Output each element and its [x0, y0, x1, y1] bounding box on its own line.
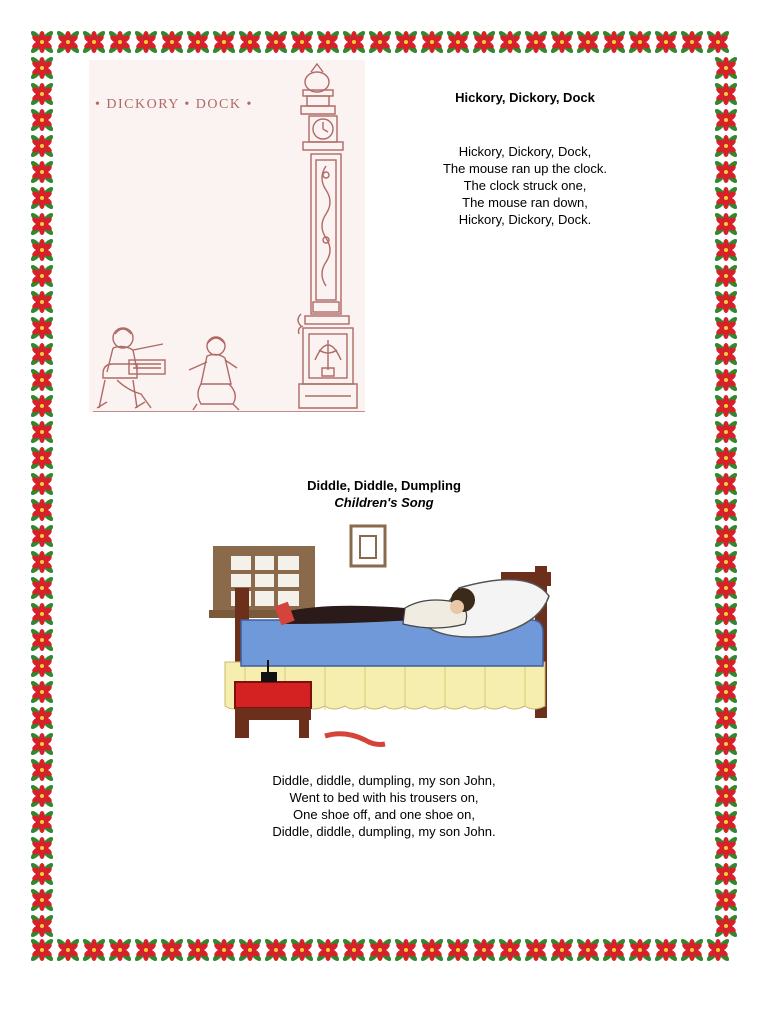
poinsettia-icon: [549, 29, 574, 54]
poinsettia-icon: [367, 29, 392, 54]
poinsettia-icon: [393, 29, 418, 54]
poinsettia-icon: [713, 601, 738, 626]
poinsettia-icon: [29, 471, 54, 496]
poinsettia-icon: [713, 575, 738, 600]
poem-line: The clock struck one,: [463, 178, 587, 193]
poinsettia-icon: [679, 29, 704, 54]
poinsettia-icon: [713, 341, 738, 366]
poinsettia-icon: [713, 445, 738, 470]
poinsettia-icon: [713, 497, 738, 522]
poinsettia-icon: [211, 29, 236, 54]
poinsettia-icon: [713, 679, 738, 704]
poinsettia-icon: [679, 937, 704, 962]
poinsettia-icon: [29, 185, 54, 210]
poinsettia-icon: [713, 653, 738, 678]
poinsettia-icon: [523, 29, 548, 54]
poinsettia-icon: [263, 29, 288, 54]
poinsettia-icon: [263, 937, 288, 962]
poinsettia-icon: [713, 861, 738, 886]
poinsettia-icon: [713, 81, 738, 106]
poem-title: Diddle, Diddle, Dumpling: [307, 478, 461, 493]
poinsettia-icon: [29, 159, 54, 184]
poinsettia-icon: [29, 289, 54, 314]
illustration-caption: • DICKORY • DOCK •: [95, 97, 253, 112]
poem-title: Hickory, Dickory, Dock: [455, 90, 595, 105]
poinsettia-icon: [601, 29, 626, 54]
poem-line: Went to bed with his trousers on,: [289, 790, 479, 805]
poinsettia-icon: [29, 393, 54, 418]
poinsettia-icon: [713, 237, 738, 262]
poinsettia-icon: [627, 937, 652, 962]
poinsettia-icon: [523, 937, 548, 962]
poinsettia-icon: [315, 937, 340, 962]
poinsettia-icon: [185, 937, 210, 962]
poinsettia-icon: [713, 263, 738, 288]
poinsettia-icon: [29, 679, 54, 704]
poinsettia-icon: [713, 367, 738, 392]
poinsettia-icon: [237, 29, 262, 54]
poem-line: The mouse ran down,: [462, 195, 588, 210]
poinsettia-icon: [29, 341, 54, 366]
poinsettia-icon: [471, 29, 496, 54]
poinsettia-icon: [29, 627, 54, 652]
poinsettia-icon: [393, 937, 418, 962]
poinsettia-icon: [29, 81, 54, 106]
poinsettia-icon: [705, 29, 730, 54]
poinsettia-icon: [575, 937, 600, 962]
poinsettia-icon: [133, 937, 158, 962]
poinsettia-icon: [107, 29, 132, 54]
poinsettia-icon: [713, 211, 738, 236]
poinsettia-icon: [159, 29, 184, 54]
poinsettia-icon: [29, 861, 54, 886]
poinsettia-icon: [289, 29, 314, 54]
poinsettia-icon: [81, 937, 106, 962]
poinsettia-icon: [341, 937, 366, 962]
poinsettia-icon: [713, 757, 738, 782]
poinsettia-icon: [185, 29, 210, 54]
poinsettia-icon: [713, 913, 738, 938]
poinsettia-icon: [133, 29, 158, 54]
poinsettia-icon: [713, 887, 738, 912]
poinsettia-icon: [713, 289, 738, 314]
poinsettia-icon: [29, 29, 54, 54]
poinsettia-icon: [713, 133, 738, 158]
poinsettia-icon: [713, 549, 738, 574]
poinsettia-icon: [29, 705, 54, 730]
poem-subtitle: Children's Song: [334, 495, 434, 510]
poinsettia-icon: [713, 185, 738, 210]
poinsettia-icon: [29, 937, 54, 962]
poinsettia-icon: [29, 237, 54, 262]
poem-line: One shoe off, and one shoe on,: [293, 807, 475, 822]
poinsettia-icon: [107, 937, 132, 962]
poinsettia-icon: [29, 55, 54, 80]
hickory-dickory-illustration: [89, 60, 365, 412]
poinsettia-icon: [81, 29, 106, 54]
poinsettia-icon: [705, 937, 730, 962]
poinsettia-icon: [713, 159, 738, 184]
poinsettia-icon: [713, 315, 738, 340]
poinsettia-icon: [29, 887, 54, 912]
poem-line: Diddle, diddle, dumpling, my son John,: [272, 773, 496, 788]
poinsettia-icon: [29, 497, 54, 522]
poinsettia-icon: [713, 809, 738, 834]
poem-line: Hickory, Dickory, Dock,: [458, 144, 592, 159]
poinsettia-icon: [497, 937, 522, 962]
poinsettia-icon: [549, 937, 574, 962]
poinsettia-icon: [445, 937, 470, 962]
poinsettia-icon: [713, 835, 738, 860]
poinsettia-icon: [55, 937, 80, 962]
poinsettia-icon: [237, 937, 262, 962]
poinsettia-icon: [29, 445, 54, 470]
poinsettia-icon: [367, 937, 392, 962]
poinsettia-icon: [653, 29, 678, 54]
poinsettia-icon: [29, 835, 54, 860]
poinsettia-icon: [315, 29, 340, 54]
poinsettia-icon: [29, 523, 54, 548]
poinsettia-icon: [29, 549, 54, 574]
poinsettia-icon: [713, 393, 738, 418]
poinsettia-icon: [29, 913, 54, 938]
poem-body: [234, 772, 534, 840]
poinsettia-icon: [29, 263, 54, 288]
poinsettia-icon: [55, 29, 80, 54]
poinsettia-icon: [29, 211, 54, 236]
poinsettia-icon: [713, 523, 738, 548]
poinsettia-icon: [497, 29, 522, 54]
poinsettia-icon: [713, 705, 738, 730]
poinsettia-icon: [29, 731, 54, 756]
poinsettia-icon: [601, 937, 626, 962]
poinsettia-icon: [419, 937, 444, 962]
poem-body: [405, 143, 645, 228]
poinsettia-icon: [29, 107, 54, 132]
poinsettia-icon: [713, 627, 738, 652]
poinsettia-icon: [159, 937, 184, 962]
poinsettia-icon: [713, 419, 738, 444]
poem-line: Diddle, diddle, dumpling, my son John.: [272, 824, 496, 839]
poinsettia-icon: [627, 29, 652, 54]
poinsettia-icon: [653, 937, 678, 962]
poinsettia-icon: [713, 783, 738, 808]
poinsettia-icon: [29, 575, 54, 600]
poinsettia-icon: [471, 937, 496, 962]
poinsettia-icon: [419, 29, 444, 54]
poinsettia-icon: [29, 757, 54, 782]
poinsettia-icon: [575, 29, 600, 54]
poem-line: Hickory, Dickory, Dock.: [458, 212, 592, 227]
poinsettia-icon: [289, 937, 314, 962]
poinsettia-icon: [29, 367, 54, 392]
poinsettia-icon: [29, 653, 54, 678]
poinsettia-icon: [211, 937, 236, 962]
poinsettia-icon: [29, 133, 54, 158]
poinsettia-icon: [29, 315, 54, 340]
poinsettia-icon: [713, 731, 738, 756]
poinsettia-icon: [29, 419, 54, 444]
poem-line: The mouse ran up the clock.: [442, 161, 608, 176]
poinsettia-icon: [445, 29, 470, 54]
poinsettia-icon: [713, 55, 738, 80]
poinsettia-icon: [29, 601, 54, 626]
poinsettia-icon: [713, 471, 738, 496]
poinsettia-icon: [29, 809, 54, 834]
poinsettia-icon: [29, 783, 54, 808]
poinsettia-icon: [713, 107, 738, 132]
diddle-dumpling-illustration: [205, 512, 555, 762]
poinsettia-icon: [341, 29, 366, 54]
